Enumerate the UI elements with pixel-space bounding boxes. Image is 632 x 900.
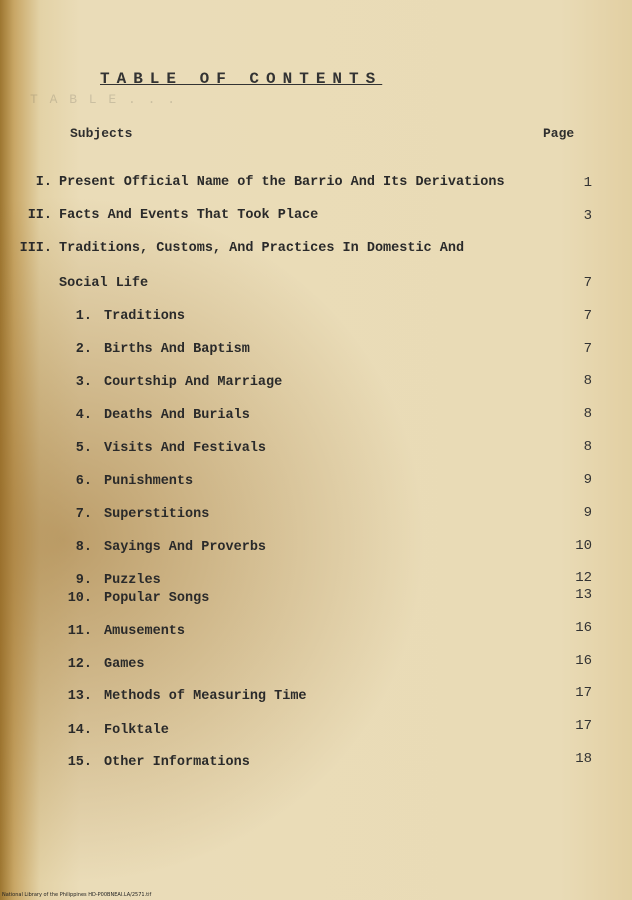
entry-page: 1 [583,175,592,191]
subitem-number: 4. [75,408,92,423]
subitem-number: 5. [75,441,92,456]
subitem-title: Popular Songs [104,591,210,606]
entry-title: Facts And Events That Took Place [59,208,319,223]
subitem-number: 9. [75,573,92,588]
subitem-page: 9 [583,505,592,521]
subitem-page: 8 [583,439,592,455]
entry-number: III. [19,241,52,256]
subitem-title: Amusements [104,624,186,639]
subitem-number: 7. [75,507,92,522]
subitem-number: 15. [67,755,92,770]
subitem-title: Births And Baptism [104,342,250,357]
subitem-page: 8 [583,373,592,389]
subitem-page: 7 [583,308,592,324]
subitem-title: Methods of Measuring Time [104,689,307,704]
subitem-page: 10 [575,538,592,554]
subitem-page: 8 [583,406,592,422]
subitem-title: Sayings And Proverbs [104,540,267,555]
page-header: Page [543,126,575,141]
subjects-header: Subjects [70,126,133,141]
subitem-number: 13. [67,689,92,704]
subitem-page: 9 [583,472,592,488]
subitem-title: Other Informations [104,755,250,770]
subitem-page: 7 [583,341,592,357]
subitem-title: Games [104,657,145,672]
entry-title-continued: Social Life [59,276,149,291]
page-title: TABLE OF CONTENTS [100,70,383,88]
subitem-title: Courtship And Marriage [104,375,283,390]
entry-number: I. [35,175,52,190]
subitem-page: 17 [575,718,592,734]
entry-page: 7 [583,275,592,291]
entry-number: II. [27,208,52,223]
entry-title: Traditions, Customs, And Practices In Domestic And [59,241,465,256]
bleed-through-text: T A B L E . . . [30,92,178,107]
subitem-title: Superstitions [104,507,210,522]
subitem-title: Visits And Festivals [104,441,267,456]
entry-page: 3 [583,208,592,224]
subitem-number: 11. [67,624,92,639]
subitem-title: Puzzles [104,573,161,588]
subitem-page: 17 [575,685,592,701]
subitem-title: Deaths And Burials [104,408,250,423]
entry-title: Present Official Name of the Barrio And Its Derivations [59,175,505,190]
subitem-title: Folktale [104,723,169,738]
subitem-number: 8. [75,540,92,555]
subitem-number: 6. [75,474,92,489]
subitem-page: 16 [575,653,592,669]
subitem-page: 16 [575,620,592,636]
archive-footer: National Library of the Philippines HD-P00BNEAI.LA/2571.tif [2,892,152,898]
subitem-title: Punishments [104,474,194,489]
subitem-number: 3. [75,375,92,390]
subitem-page: 12 [575,570,592,586]
subitem-number: 10. [67,591,92,606]
subitem-page: 18 [575,751,592,767]
subitem-number: 1. [75,309,92,324]
subitem-number: 12. [67,657,92,672]
subitem-page: 13 [575,587,592,603]
subitem-title: Traditions [104,309,186,324]
subitem-number: 2. [75,342,92,357]
subitem-number: 14. [67,723,92,738]
